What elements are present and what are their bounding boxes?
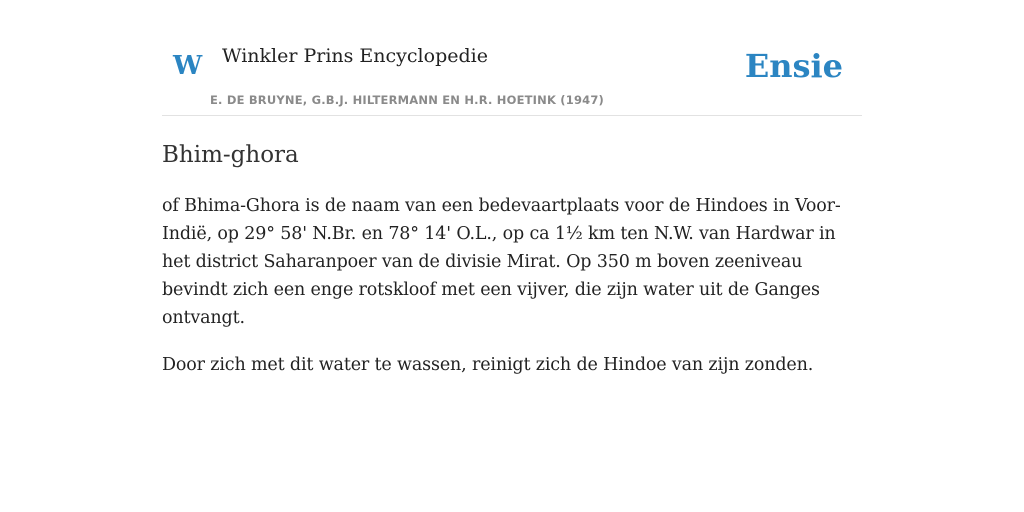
source-title[interactable]: Winkler Prins Encyclopedie xyxy=(222,45,488,67)
article-title: Bhim-ghora xyxy=(162,142,299,168)
brand-logo[interactable]: Ensie xyxy=(744,47,843,85)
source-authors: E. DE BRUYNE, G.B.J. HILTERMANN EN H.R. HOETINK (1947) xyxy=(210,93,605,107)
article-paragraph: Door zich met dit water te wassen, reinigt zich de Hindoe van zijn zonden. xyxy=(162,354,814,375)
article-paragraph: of Bhima-Ghora is de naam van een bedevaartplaats voor de Hindoes in Voor-Indië, op 29° 58' N.Br. en 78° 14' O.L., op ca 1½ km ten N.W. van Hardwar in het district Saharanpoer van de divisie Mirat. Op 350 m boven zeeniveau bevindt zich een enge rotskloof met een vijver, die zijn water uit de Ganges ontvangt. xyxy=(162,195,841,328)
source-logo-icon[interactable]: W xyxy=(173,51,203,81)
header xyxy=(162,0,862,116)
article xyxy=(162,142,862,379)
page xyxy=(162,0,862,379)
